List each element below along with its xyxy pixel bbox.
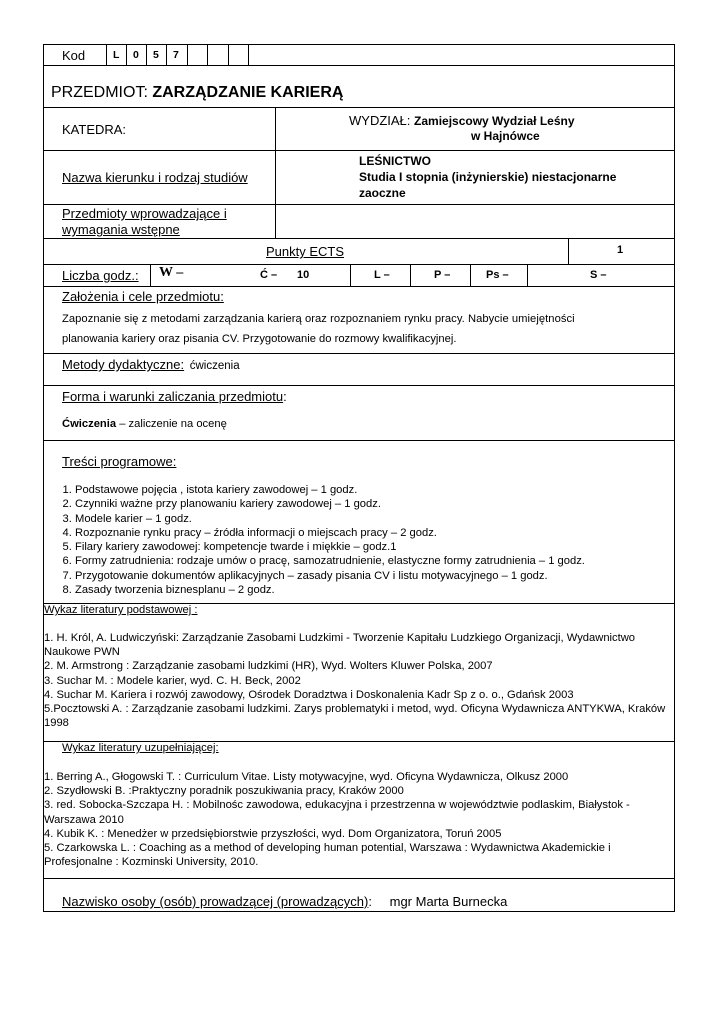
kierunek-name: LEŚNICTWO (359, 154, 431, 168)
list-item: 6. Formy zatrudnienia: rodzaje umów o pracę, samozatrudnienie, elastyczne formy zatrudnienia – 1 godz. (75, 554, 705, 568)
list-item: 7. Przygotowanie dokumentów aplikacyjnych – zasady pisania CV i listu motywacyjnego – 1 godz. (75, 569, 705, 583)
godziny-p: P – (434, 269, 451, 281)
lit-podst-list (44, 631, 676, 730)
wydzial-label: WYDZIAŁ: (349, 113, 415, 128)
prowadzacy-label: Nazwisko osoby (osób) prowadzącej (prowadzących) (62, 894, 369, 909)
forma-text (62, 419, 227, 430)
list-item: 4. Suchar M. Kariera i rozwój zawodowy, Ośrodek Doradztwa i Doskonalenia Kadr Sp z o. o., Gdańsk 2003 (44, 688, 574, 701)
kod-cell-1: L (113, 49, 120, 61)
forma-bold: Ćwiczenia (62, 418, 117, 430)
list-item: 5. Filary kariery zawodowej: kompetencje twarde i miękkie – godz.1 (75, 540, 705, 554)
zalozenia-text-2: planowania kariery oraz pisania CV. Przygotowanie do rozmowy kwalifikacyjnej. (62, 333, 457, 345)
list-item: 3. red. Sobocka-Szczapa H. : Mobilnośc zawodowa, edukacyjna i przestrzenna w województwie podlaskim, Białystok - Warszawa 2010 (44, 799, 630, 826)
kod-cell-2: 0 (133, 49, 139, 61)
list-item: 1. Podstawowe pojęcia , istota kariery zawodowej – 1 godz. (75, 483, 705, 497)
metody-value: ćwiczenia (189, 360, 240, 372)
forma-colon: : (283, 389, 287, 404)
subject-name: ZARZĄDZANIE KARIERĄ (152, 84, 344, 101)
kod-cell-4: 7 (173, 49, 179, 61)
list-item: 2. Czynniki ważne przy planowaniu kariery zawodowej – 1 godz. (75, 497, 705, 511)
ects-label: Punkty ECTS (266, 244, 345, 259)
wymagania-label-1: Przedmioty wprowadzające i (62, 206, 227, 221)
godziny-c: Ć – (260, 269, 278, 281)
katedra-label: KATEDRA: (62, 122, 127, 137)
prowadzacy-row (62, 895, 507, 908)
wymagania-label-2: wymagania wstępne (62, 222, 180, 237)
prowadzacy-colon: : (368, 894, 372, 909)
lit-uzup-label: Wykaz literatury uzupełniającej: (62, 742, 219, 754)
tresci-label: Treści programowe: (62, 454, 177, 469)
list-item: 4. Rozpoznanie rynku pracy – źródła informacji o miejscach pracy – 2 godz. (75, 526, 705, 540)
godziny-ps: Ps – (486, 269, 509, 281)
list-item: 8. Zasady tworzenia biznesplanu – 2 godz. (75, 583, 705, 597)
godziny-s: S – (590, 269, 607, 281)
godziny-c-value: 10 (297, 269, 310, 281)
list-item: 5. Czarkowska L. : Coaching as a method of developing human potential, Warszawa : Wydawnictwa Akademickie i Profesjonalne : Kozminski University, 2010. (44, 842, 611, 869)
zalozenia-label: Założenia i cele przedmiotu: (62, 289, 224, 304)
godziny-l: L – (374, 269, 390, 281)
kierunek-type: Studia I stopnia (inżynierskie) niestacjonarne (359, 170, 617, 184)
metody-row (62, 358, 240, 373)
list-item: 2. M. Armstrong : Zarządzanie zasobami ludzkimi (HR), Wyd. Wolters Kluwer Polska, 2007 (44, 660, 493, 673)
list-item: 2. Szydłowski B. :Praktyczny poradnik poszukiwania pracy, Kraków 2000 (44, 785, 404, 798)
wydzial-line-1 (349, 114, 575, 127)
list-item: 1. Berring A., Głogowski T. : Curriculum Vitae. Listy motywacyjne, wyd. Oficyna Wydawnicza, Olkusz 2000 (44, 771, 569, 783)
list-item: 3. Suchar M. : Modele karier, wyd. C. H. Beck, 2002 (44, 674, 301, 687)
forma-label: Forma i warunki zaliczania przedmiotu (62, 389, 284, 404)
forma-rest: – zaliczenie na ocenę (116, 418, 227, 430)
forma-label-row (62, 390, 287, 403)
wydzial-name: Zamiejscowy Wydział Leśny (414, 114, 575, 128)
kod-cell-3: 5 (153, 49, 159, 61)
zalozenia-text-1: Zapoznanie się z metodami zarządzania karierą oraz rozpoznaniem rynku pracy. Nabycie umiejętności (62, 313, 575, 325)
lit-uzup-list (44, 770, 676, 869)
kierunek-mode: zaoczne (359, 186, 406, 200)
godziny-label: Liczba godz.: (62, 268, 139, 283)
metody-label: Metody dydaktyczne: (62, 357, 185, 372)
list-item: 4. Kubik K. : Menedżer w przedsiębiorstwie przyszłości, wyd. Dom Organizatora, Toruń 2005 (44, 827, 502, 840)
prowadzacy-name: mgr Marta Burnecka (389, 894, 508, 909)
kierunek-label: Nazwa kierunku i rodzaj studiów (62, 170, 248, 185)
kod-label: Kod (62, 48, 86, 63)
list-item: 5.Pocztowski A. : Zarządzanie zasobami ludzkimi. Zarys problematyki i metod, wyd. Oficyna Wydawnicza ANTYKWA, Kraków 1998 (44, 703, 666, 730)
subject-title (51, 85, 343, 101)
list-item: 1. H. Król, A. Ludwiczyński: Zarządzanie Zasobami Ludzkimi - Tworzenie Kapitału Ludzkiego Organizacji, Wydawnictwo Naukowe PWN (44, 632, 636, 659)
wydzial-location: w Hajnówce (471, 129, 540, 143)
ects-value: 1 (617, 244, 624, 256)
godziny-w: W – (159, 265, 184, 280)
subject-label: PRZEDMIOT: (51, 84, 153, 101)
list-item: 3. Modele karier – 1 godz. (75, 512, 705, 526)
lit-podst-label: Wykaz literatury podstawowej : (44, 604, 198, 616)
tresci-list (30, 483, 705, 597)
